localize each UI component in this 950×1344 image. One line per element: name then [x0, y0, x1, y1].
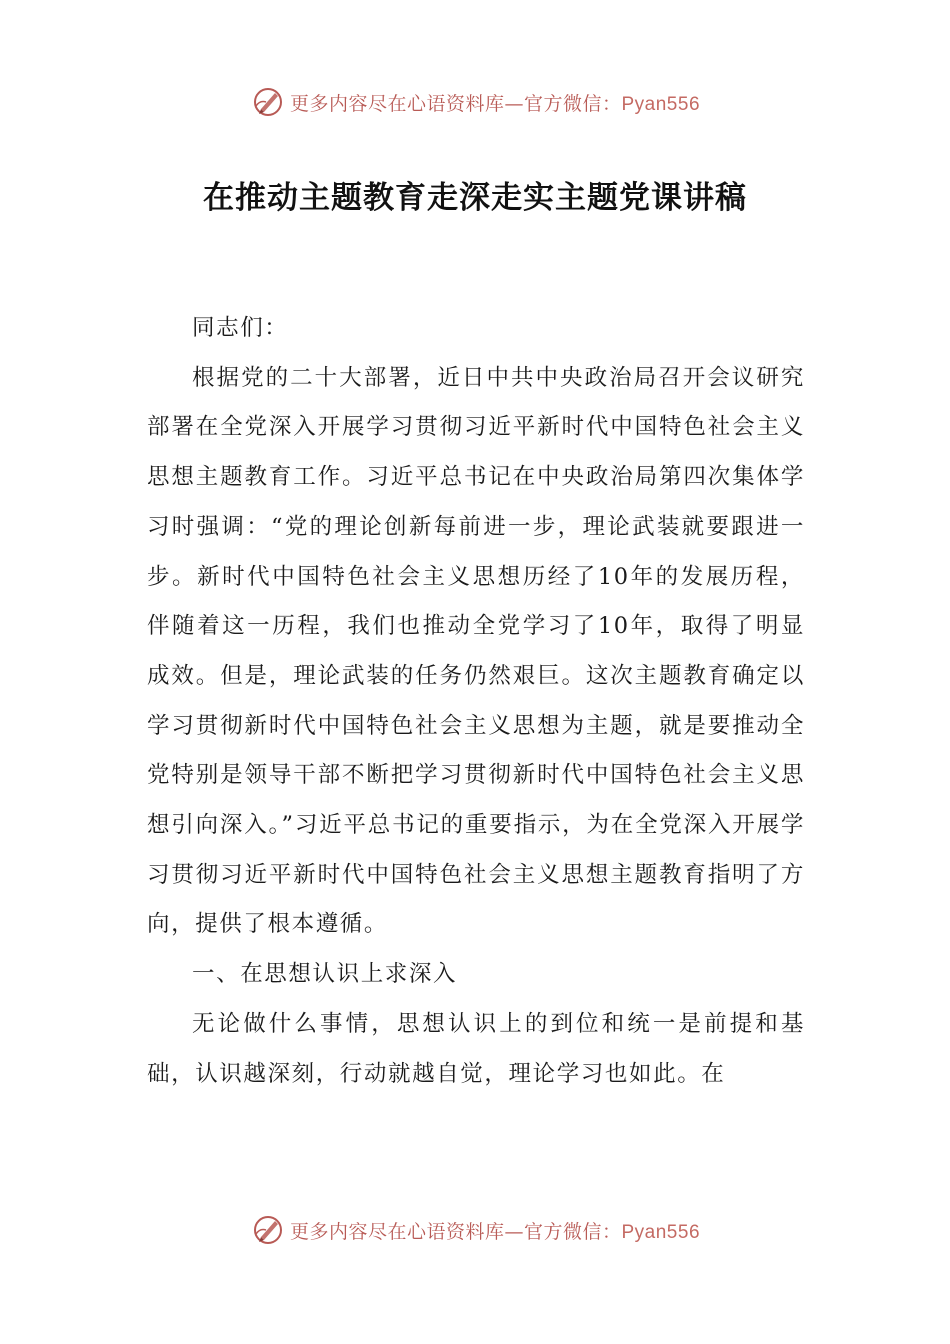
- section-paragraph: 无论做什么事情，思想认识上的到位和统一是前提和基础，认识越深刻，行动就越自觉，理论学习也如此。在: [147, 1010, 805, 1087]
- body-paragraph: 根据党的二十大部署，近日中共中央政治局召开会议研究部署在全党深入开展学习贯彻习近平新时代中国特色社会主义思想主题教育工作。习近平总书记在中央政治局第四次集体学习时强调：“党的理论创新每前进一步，理论武装就要跟进一步。新时代中国特色社会主义思想历经了10年的发展历程，伴随着这一历程，我们也推动全党学习了10年，取得了明显成效。但是，理论武装的任务仍然艰巨。这次主题教育确定以学习贯彻新时代中国特色社会主义思想为主题，就是要推动全党特别是领导干部不断把学习贯彻新时代中国特色社会主义思想引向深入。”习近平总书记的重要指示，为在全党深入开展学习贯彻习近平新时代中国特色社会主义思想主题教育指明了方向，提供了根本遵循。: [147, 364, 805, 938]
- footer-watermark: [0, 1210, 950, 1250]
- section-heading: 一、在思想认识上求深入: [192, 961, 458, 988]
- watermark-text: [290, 89, 700, 116]
- header-watermark: [0, 82, 950, 122]
- greeting: 同志们：: [192, 315, 289, 341]
- document-title: 在推动主题教育走深走实主题党课讲稿: [203, 180, 747, 216]
- watermark-id: Pyan556: [621, 93, 701, 115]
- watermark-label: 更多内容尽在心语资料库—官方微信：: [289, 1220, 622, 1243]
- pen-circle-logo-icon: [250, 1212, 286, 1248]
- watermark-id: Pyan556: [621, 1221, 701, 1243]
- watermark-label: 更多内容尽在心语资料库—官方微信：: [289, 92, 622, 115]
- document-body: [147, 304, 805, 1099]
- watermark-text: [290, 1217, 700, 1244]
- pen-circle-logo-icon: [250, 84, 286, 120]
